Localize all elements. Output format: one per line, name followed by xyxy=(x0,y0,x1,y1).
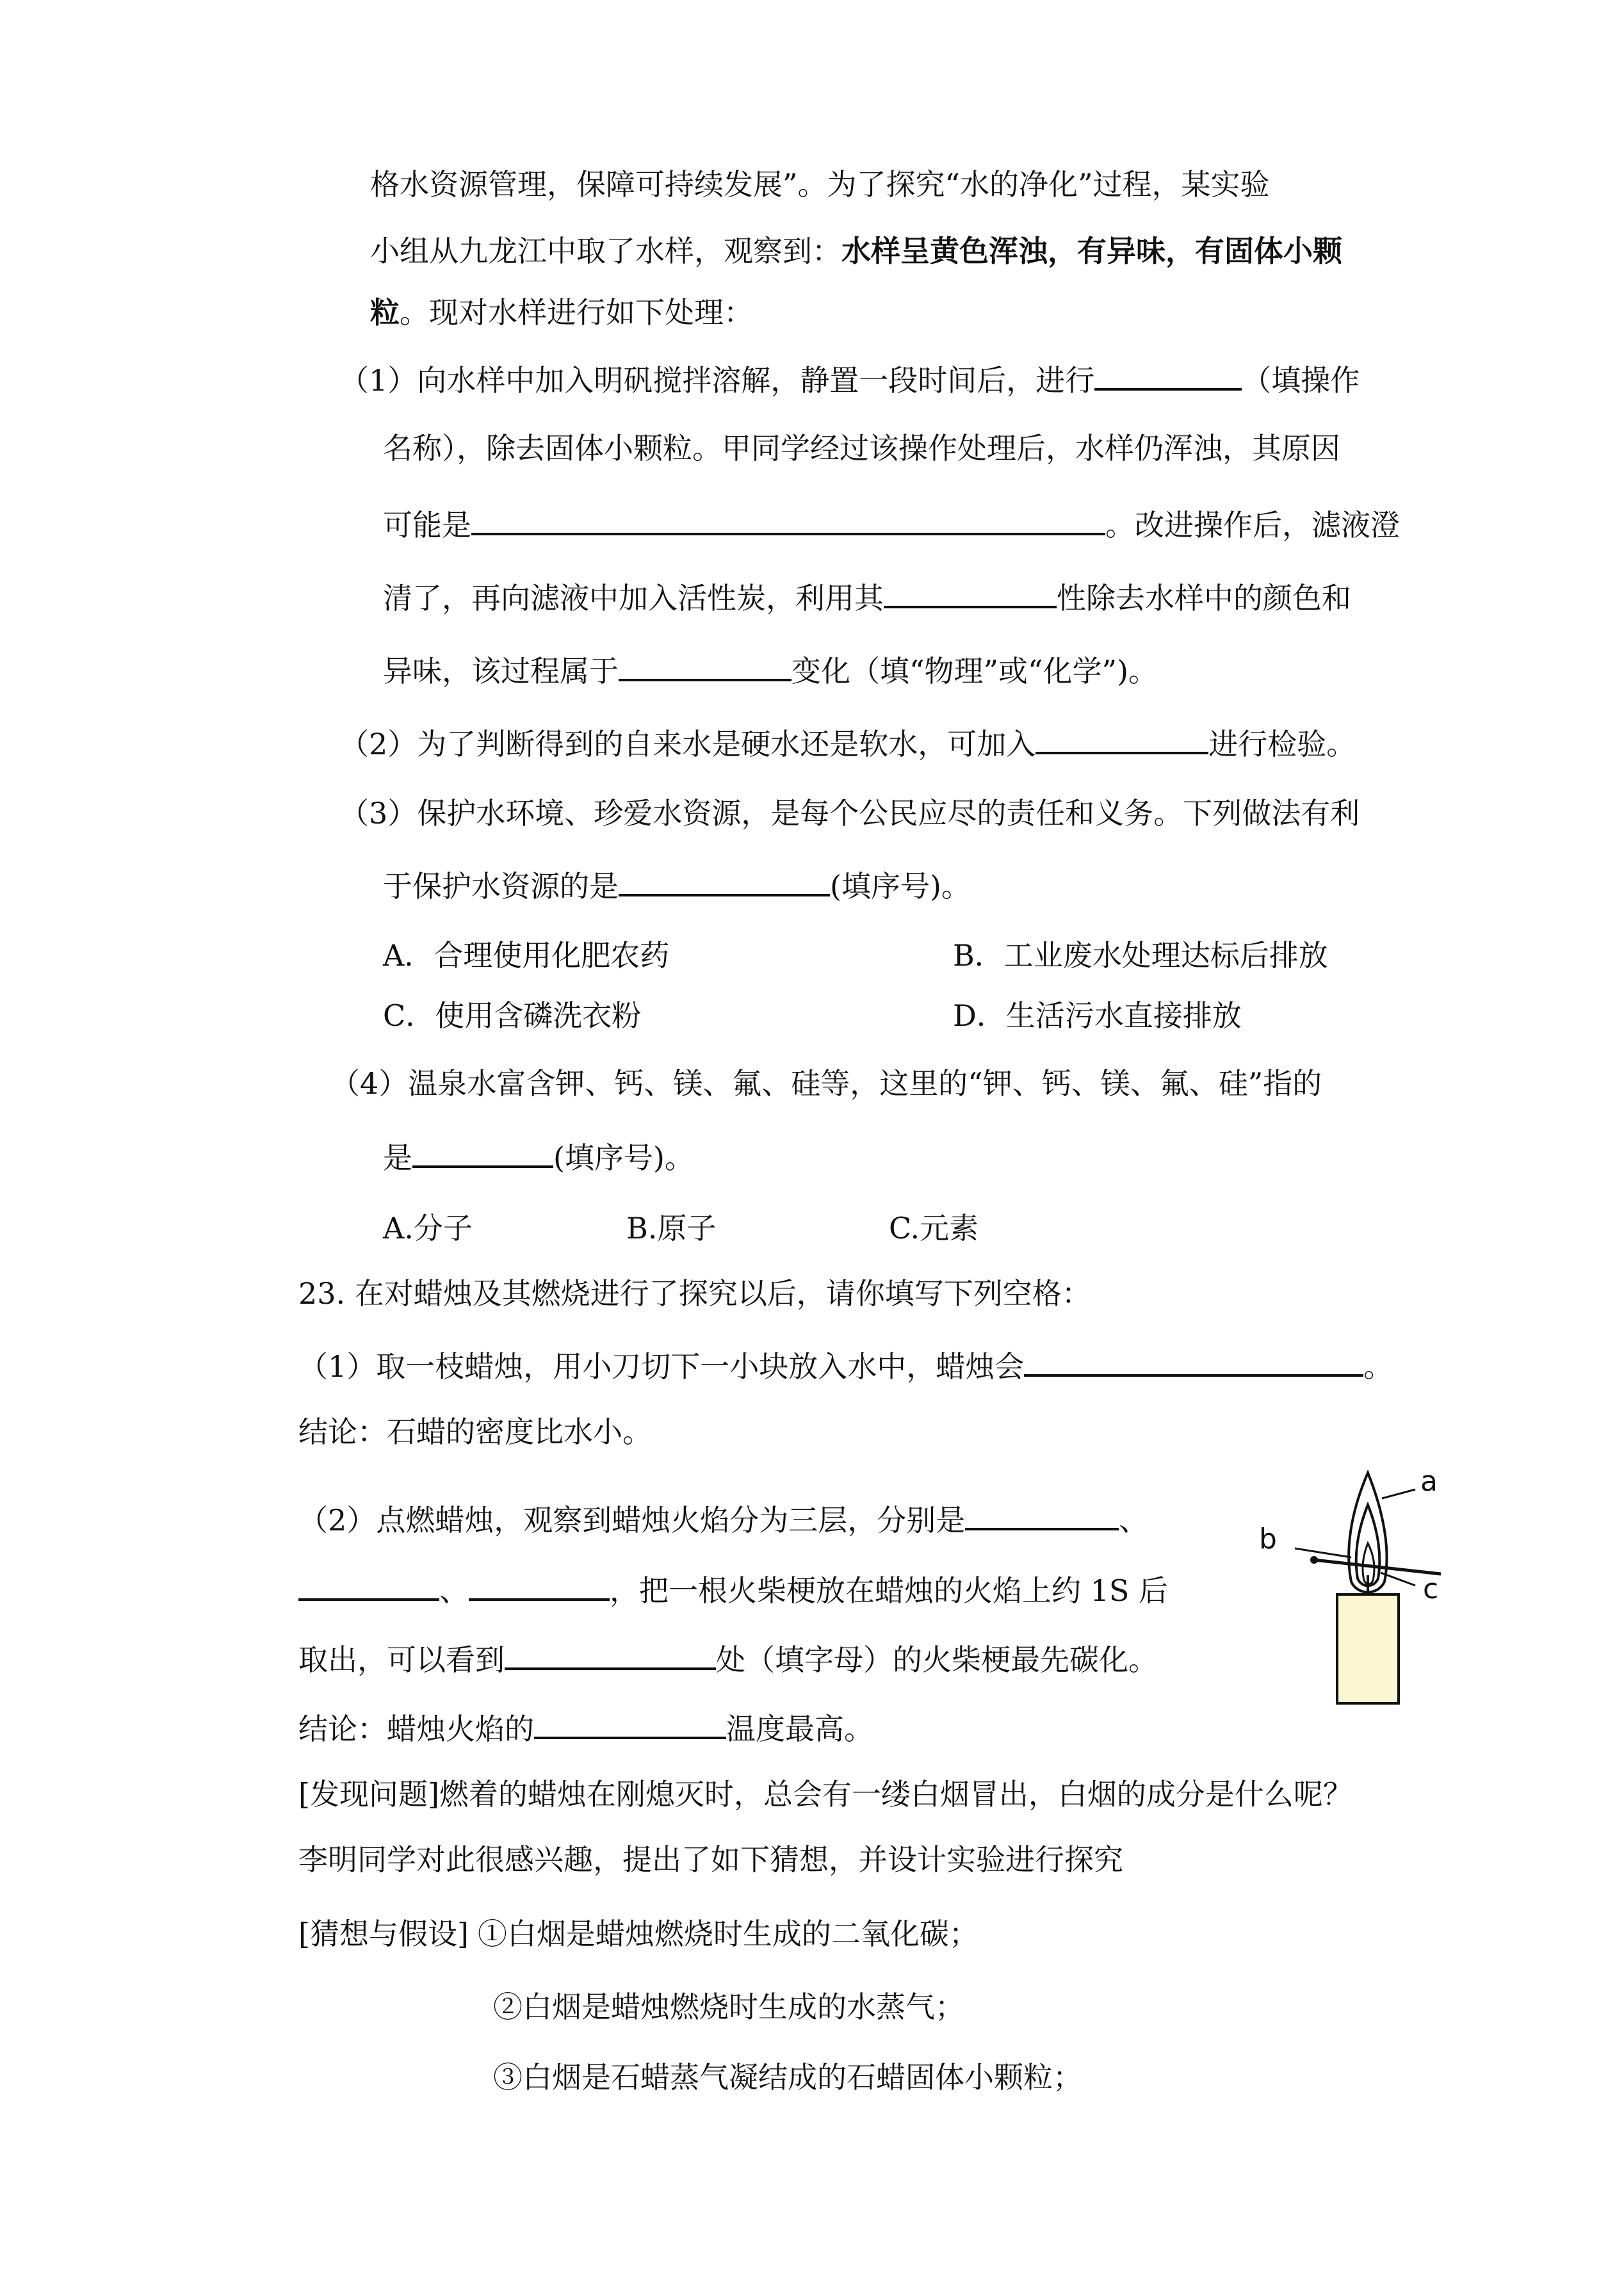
q23-flame-layer-blank-2[interactable] xyxy=(298,1569,439,1601)
q23-part1-blank[interactable] xyxy=(1024,1345,1363,1377)
q23-hypothesis-1: ①白烟是蜡烛燃烧时生成的二氧化碳； xyxy=(477,1917,978,1951)
q3-option-b: B．工业废水处理达标后排放 xyxy=(953,938,1328,973)
q1-change-type-blank[interactable] xyxy=(619,649,792,681)
q23-part2-line-2 xyxy=(298,1569,1168,1610)
match-head xyxy=(1310,1556,1318,1564)
q23-hypothesis-line xyxy=(298,1915,978,1953)
q23-hottest-layer-blank[interactable] xyxy=(534,1707,726,1739)
label-c: c xyxy=(1423,1573,1439,1605)
q1-line-1 xyxy=(339,359,1360,400)
intro-observation-bold-end: 粒 xyxy=(370,295,400,330)
candle-body xyxy=(1337,1594,1399,1703)
label-a: a xyxy=(1420,1465,1438,1498)
q2-line-1 xyxy=(339,722,1356,763)
q1-text-7: 异味，该过程属于 xyxy=(383,654,619,688)
q1-text-4: 。改进操作后，滤液澄 xyxy=(1105,508,1400,542)
q1-reason-blank[interactable] xyxy=(471,503,1105,535)
q4-option-b: B.原子 xyxy=(626,1211,717,1245)
q1-line-2: 名称），除去固体小颗粒。甲同学经过该操作处理后，水样仍浑浊，其原因 xyxy=(383,431,1340,466)
q23-discover-text: 燃着的蜡烛在刚熄灭时，总会有一缕白烟冒出，白烟的成分是什么呢？ xyxy=(439,1777,1352,1812)
q4-line-1: （4）温泉水富含钾、钙、镁、氟、硅等，这里的“钾、钙、镁、氟、硅”指的 xyxy=(330,1066,1322,1101)
q23-part2-line-3 xyxy=(298,1638,1158,1679)
intro-line-2-text: 小组从九龙江中取了水样，观察到： xyxy=(370,234,841,268)
q23-part2-text-2: ，把一根火柴梗放在蜡烛的火焰上约 1S 后 xyxy=(610,1573,1169,1608)
q23-hypothesis-tag: [猜想与假设] xyxy=(298,1917,469,1951)
q23-conclusion-1: 结论：石蜡的密度比水小。 xyxy=(298,1415,652,1449)
q23-hypothesis-2: ②白烟是蜡烛燃烧时生成的水蒸气； xyxy=(493,1990,964,2024)
q23-title: 23. 在对蜡烛及其燃烧进行了探究以后，请你填写下列空格： xyxy=(298,1276,1091,1311)
q23-part1-text: （1）取一枝蜡烛，用小刀切下一小块放入水中，蜡烛会 xyxy=(298,1349,1025,1384)
label-b: b xyxy=(1259,1523,1277,1555)
q23-conclusion-2-text: 结论：蜡烛火焰的 xyxy=(298,1712,534,1746)
q4-option-c: C.元素 xyxy=(889,1211,979,1245)
q23-hypothesis-3: ③白烟是石蜡蒸气凝结成的石蜡固体小颗粒； xyxy=(493,2060,1082,2095)
q3-option-d: D．生活污水直接排放 xyxy=(953,998,1242,1033)
q1-text-8: 变化（填“物理”或“化学”)。 xyxy=(792,654,1158,688)
q23-part1-end: 。 xyxy=(1363,1349,1393,1384)
q2-text: （2）为了判断得到的自来水是硬水还是软水，可加入 xyxy=(339,727,1036,761)
q1-text: （1）向水样中加入明矾搅拌溶解，静置一段时间后，进行 xyxy=(339,363,1095,398)
q4-line-2 xyxy=(383,1136,694,1177)
matchstick xyxy=(1314,1560,1441,1574)
q1-line-3 xyxy=(383,503,1400,544)
q23-part2-sep: 、 xyxy=(1119,1503,1149,1537)
q23-flame-layer-blank-1[interactable] xyxy=(965,1498,1119,1530)
q2-text-2: 进行检验。 xyxy=(1208,727,1356,761)
q2-reagent-blank[interactable] xyxy=(1035,722,1208,754)
label-line-a xyxy=(1382,1489,1415,1498)
q3-option-a: A．合理使用化肥农药 xyxy=(383,938,670,973)
q1-text-2: （填操作 xyxy=(1242,363,1360,398)
q3-text: 于保护水资源的是 xyxy=(383,869,619,904)
q23-conclusion-2 xyxy=(298,1707,873,1748)
q23-part2-text: （2）点燃蜡烛，观察到蜡烛火焰分为三层，分别是 xyxy=(298,1503,966,1537)
q3-answer-blank[interactable] xyxy=(619,864,830,896)
q3-option-c: C．使用含磷洗衣粉 xyxy=(383,998,642,1033)
candle-flame-figure xyxy=(1255,1454,1466,1710)
q23-part2-sep-2: 、 xyxy=(439,1573,469,1608)
label-line-b xyxy=(1295,1548,1351,1557)
q4-text: 是 xyxy=(383,1140,412,1175)
q3-line-1: （3）保护水环境、珍爱水资源，是每个公民应尽的责任和义务。下列做法有利 xyxy=(339,796,1360,831)
q1-line-4 xyxy=(383,576,1351,617)
q23-part2-line-1 xyxy=(298,1498,1148,1539)
q23-flame-layer-blank-3[interactable] xyxy=(469,1569,610,1601)
q23-letter-blank[interactable] xyxy=(505,1638,716,1670)
q1-operation-blank[interactable] xyxy=(1094,359,1242,391)
q1-text-5: 清了，再向滤液中加入活性炭，利用其 xyxy=(383,581,884,615)
q4-text-2: (填序号)。 xyxy=(553,1140,694,1175)
q23-part1-line xyxy=(298,1345,1393,1386)
q23-discover-line xyxy=(298,1775,1352,1813)
q23-conclusion-2-end: 温度最高。 xyxy=(726,1712,873,1746)
intro-observation-bold: 水样呈黄色浑浊，有异味，有固体小颗 xyxy=(841,234,1342,268)
q1-line-5 xyxy=(383,649,1158,690)
q23-part2-text-4: 处（填字母）的火柴梗最先碳化。 xyxy=(716,1642,1158,1677)
q1-text-3: 可能是 xyxy=(383,508,471,542)
intro-line-1: 格水资源管理，保障可持续发展”。为了探究“水的净化”过程，某实验 xyxy=(370,167,1270,202)
q3-line-2 xyxy=(383,864,971,905)
q23-discover-tag: [发现问题] xyxy=(298,1777,439,1812)
intro-line-3 xyxy=(370,293,753,332)
intro-line-3-text: 。现对水样进行如下处理： xyxy=(400,295,753,330)
q23-discover-line-2: 李明同学对此很感兴趣，提出了如下猜想，并设计实验进行探究 xyxy=(298,1842,1123,1877)
intro-line-2 xyxy=(370,232,1342,270)
outer-flame xyxy=(1349,1473,1386,1593)
q4-option-a: A.分子 xyxy=(383,1211,473,1245)
q23-part2-text-3: 取出，可以看到 xyxy=(298,1642,505,1677)
q1-text-6: 性除去水样中的颜色和 xyxy=(1057,581,1351,615)
q3-text-2: (填序号)。 xyxy=(830,869,971,904)
q1-property-blank[interactable] xyxy=(884,576,1057,608)
q4-answer-blank[interactable] xyxy=(412,1136,553,1168)
